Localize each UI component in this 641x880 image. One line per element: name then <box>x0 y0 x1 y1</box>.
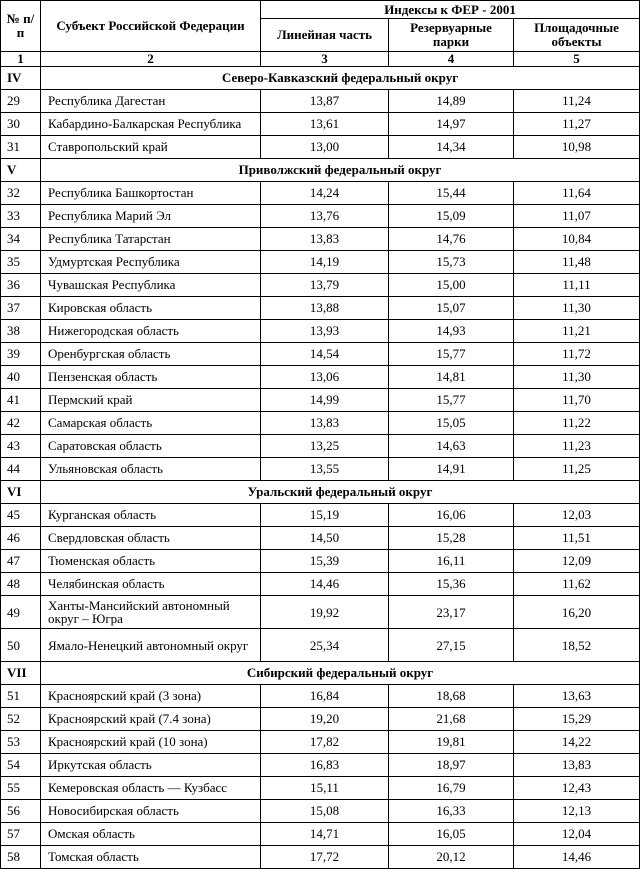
row-number: 53 <box>1 731 41 754</box>
table-row <box>1 389 640 412</box>
row-tanks-index: 15,73 <box>389 251 514 274</box>
row-number: 48 <box>1 573 41 596</box>
row-number: 29 <box>1 90 41 113</box>
row-sites-index: 11,25 <box>514 458 640 481</box>
table-row <box>1 846 640 869</box>
row-tanks-index: 14,97 <box>389 113 514 136</box>
table-row <box>1 823 640 846</box>
header-tanks: Резервуарные парки <box>389 19 514 52</box>
row-linear-index: 17,82 <box>261 731 389 754</box>
row-number: 57 <box>1 823 41 846</box>
row-subject: Ханты-Мансийский автономный округ – Югра <box>41 596 261 629</box>
row-subject: Республика Башкортостан <box>41 182 261 205</box>
row-linear-index: 13,88 <box>261 297 389 320</box>
table-row <box>1 596 640 629</box>
row-subject: Пензенская область <box>41 366 261 389</box>
row-number: 50 <box>1 629 41 662</box>
table-row <box>1 136 640 159</box>
row-sites-index: 11,07 <box>514 205 640 228</box>
row-tanks-index: 18,68 <box>389 685 514 708</box>
row-number: 34 <box>1 228 41 251</box>
row-tanks-index: 21,68 <box>389 708 514 731</box>
row-number: 56 <box>1 800 41 823</box>
row-number: 40 <box>1 366 41 389</box>
row-linear-index: 19,20 <box>261 708 389 731</box>
row-subject: Ямало-Ненецкий автономный округ <box>41 629 261 662</box>
row-subject: Челябинская область <box>41 573 261 596</box>
row-tanks-index: 15,05 <box>389 412 514 435</box>
row-subject: Новосибирская область <box>41 800 261 823</box>
row-linear-index: 13,87 <box>261 90 389 113</box>
table-row <box>1 205 640 228</box>
row-sites-index: 11,62 <box>514 573 640 596</box>
row-tanks-index: 16,79 <box>389 777 514 800</box>
row-subject: Омская область <box>41 823 261 846</box>
row-sites-index: 12,04 <box>514 823 640 846</box>
row-sites-index: 12,03 <box>514 504 640 527</box>
table-row <box>1 435 640 458</box>
row-sites-index: 16,20 <box>514 596 640 629</box>
table-row <box>1 251 640 274</box>
row-sites-index: 11,27 <box>514 113 640 136</box>
row-linear-index: 17,72 <box>261 846 389 869</box>
table-row <box>1 274 640 297</box>
row-subject: Чувашская Республика <box>41 274 261 297</box>
row-sites-index: 11,64 <box>514 182 640 205</box>
row-tanks-index: 27,15 <box>389 629 514 662</box>
header-linear: Линейная часть <box>261 19 389 52</box>
section-row <box>1 481 640 504</box>
row-subject: Пермский край <box>41 389 261 412</box>
section-row <box>1 159 640 182</box>
table-row <box>1 504 640 527</box>
row-subject: Республика Татарстан <box>41 228 261 251</box>
table-row <box>1 550 640 573</box>
header-col-number-2: 2 <box>41 52 261 67</box>
row-number: 51 <box>1 685 41 708</box>
row-tanks-index: 14,76 <box>389 228 514 251</box>
row-subject: Нижегородская область <box>41 320 261 343</box>
row-number: 39 <box>1 343 41 366</box>
row-number: 36 <box>1 274 41 297</box>
table-row <box>1 297 640 320</box>
table-row <box>1 800 640 823</box>
row-tanks-index: 14,93 <box>389 320 514 343</box>
section-name: Приволжский федеральный округ <box>41 159 640 182</box>
header-num: № п/п <box>1 1 41 52</box>
row-sites-index: 11,30 <box>514 366 640 389</box>
row-linear-index: 13,25 <box>261 435 389 458</box>
row-subject: Оренбургская область <box>41 343 261 366</box>
table-row <box>1 90 640 113</box>
row-linear-index: 14,50 <box>261 527 389 550</box>
row-tanks-index: 14,81 <box>389 366 514 389</box>
row-tanks-index: 18,97 <box>389 754 514 777</box>
row-tanks-index: 15,09 <box>389 205 514 228</box>
row-subject: Курганская область <box>41 504 261 527</box>
row-linear-index: 16,83 <box>261 754 389 777</box>
row-tanks-index: 15,77 <box>389 389 514 412</box>
row-subject: Самарская область <box>41 412 261 435</box>
row-tanks-index: 14,89 <box>389 90 514 113</box>
table-row <box>1 343 640 366</box>
row-tanks-index: 16,33 <box>389 800 514 823</box>
row-subject: Ульяновская область <box>41 458 261 481</box>
header-col-number-3: 3 <box>261 52 389 67</box>
row-linear-index: 25,34 <box>261 629 389 662</box>
row-sites-index: 11,70 <box>514 389 640 412</box>
row-linear-index: 13,93 <box>261 320 389 343</box>
row-linear-index: 13,76 <box>261 205 389 228</box>
row-tanks-index: 14,91 <box>389 458 514 481</box>
section-code: V <box>1 159 41 182</box>
row-subject: Саратовская область <box>41 435 261 458</box>
row-sites-index: 11,22 <box>514 412 640 435</box>
table-row <box>1 629 640 662</box>
row-linear-index: 14,99 <box>261 389 389 412</box>
header-col-number-1: 1 <box>1 52 41 67</box>
row-subject: Ставропольский край <box>41 136 261 159</box>
row-subject: Иркутская область <box>41 754 261 777</box>
row-sites-index: 11,21 <box>514 320 640 343</box>
table-row <box>1 754 640 777</box>
row-tanks-index: 20,12 <box>389 846 514 869</box>
section-row <box>1 662 640 685</box>
section-name: Сибирский федеральный округ <box>41 662 640 685</box>
row-linear-index: 13,55 <box>261 458 389 481</box>
row-number: 32 <box>1 182 41 205</box>
table-row <box>1 777 640 800</box>
row-tanks-index: 14,63 <box>389 435 514 458</box>
row-tanks-index: 19,81 <box>389 731 514 754</box>
row-sites-index: 14,22 <box>514 731 640 754</box>
row-linear-index: 13,83 <box>261 412 389 435</box>
table-row <box>1 708 640 731</box>
row-number: 35 <box>1 251 41 274</box>
row-linear-index: 13,00 <box>261 136 389 159</box>
row-tanks-index: 16,06 <box>389 504 514 527</box>
row-linear-index: 19,92 <box>261 596 389 629</box>
row-number: 41 <box>1 389 41 412</box>
row-number: 44 <box>1 458 41 481</box>
row-subject: Республика Марий Эл <box>41 205 261 228</box>
table-row <box>1 228 640 251</box>
row-tanks-index: 15,44 <box>389 182 514 205</box>
row-sites-index: 11,30 <box>514 297 640 320</box>
row-linear-index: 13,79 <box>261 274 389 297</box>
row-sites-index: 12,43 <box>514 777 640 800</box>
row-linear-index: 15,08 <box>261 800 389 823</box>
header-sites: Площадочные объекты <box>514 19 640 52</box>
row-sites-index: 18,52 <box>514 629 640 662</box>
row-number: 54 <box>1 754 41 777</box>
section-code: VI <box>1 481 41 504</box>
row-linear-index: 15,11 <box>261 777 389 800</box>
row-tanks-index: 15,36 <box>389 573 514 596</box>
table-row <box>1 685 640 708</box>
row-sites-index: 11,23 <box>514 435 640 458</box>
row-number: 30 <box>1 113 41 136</box>
row-subject: Кировская область <box>41 297 261 320</box>
row-tanks-index: 16,05 <box>389 823 514 846</box>
row-linear-index: 14,19 <box>261 251 389 274</box>
row-linear-index: 14,24 <box>261 182 389 205</box>
section-row <box>1 67 640 90</box>
row-tanks-index: 15,07 <box>389 297 514 320</box>
row-linear-index: 14,46 <box>261 573 389 596</box>
row-sites-index: 11,48 <box>514 251 640 274</box>
row-linear-index: 16,84 <box>261 685 389 708</box>
row-number: 55 <box>1 777 41 800</box>
row-sites-index: 10,84 <box>514 228 640 251</box>
row-subject: Республика Дагестан <box>41 90 261 113</box>
row-subject: Удмуртская Республика <box>41 251 261 274</box>
section-name: Уральский федеральный округ <box>41 481 640 504</box>
row-number: 33 <box>1 205 41 228</box>
row-subject: Красноярский край (10 зона) <box>41 731 261 754</box>
section-code: IV <box>1 67 41 90</box>
row-sites-index: 11,51 <box>514 527 640 550</box>
row-number: 47 <box>1 550 41 573</box>
row-subject: Красноярский край (7.4 зона) <box>41 708 261 731</box>
section-name: Северо-Кавказский федеральный округ <box>41 67 640 90</box>
table-row <box>1 182 640 205</box>
row-number: 37 <box>1 297 41 320</box>
row-sites-index: 14,46 <box>514 846 640 869</box>
row-linear-index: 14,71 <box>261 823 389 846</box>
section-code: VII <box>1 662 41 685</box>
row-number: 38 <box>1 320 41 343</box>
table-row <box>1 458 640 481</box>
header-col-number-4: 4 <box>389 52 514 67</box>
row-sites-index: 13,83 <box>514 754 640 777</box>
row-tanks-index: 15,00 <box>389 274 514 297</box>
row-subject: Свердловская область <box>41 527 261 550</box>
row-subject: Красноярский край (3 зона) <box>41 685 261 708</box>
row-tanks-index: 15,28 <box>389 527 514 550</box>
table-row <box>1 527 640 550</box>
row-linear-index: 13,06 <box>261 366 389 389</box>
row-number: 45 <box>1 504 41 527</box>
row-linear-index: 13,83 <box>261 228 389 251</box>
table-row <box>1 731 640 754</box>
row-subject: Тюменская область <box>41 550 261 573</box>
table-body <box>1 67 640 869</box>
row-sites-index: 12,13 <box>514 800 640 823</box>
row-subject: Кабардино-Балкарская Республика <box>41 113 261 136</box>
row-linear-index: 15,39 <box>261 550 389 573</box>
row-linear-index: 15,19 <box>261 504 389 527</box>
row-number: 49 <box>1 596 41 629</box>
row-sites-index: 11,24 <box>514 90 640 113</box>
row-number: 52 <box>1 708 41 731</box>
row-sites-index: 12,09 <box>514 550 640 573</box>
row-sites-index: 11,72 <box>514 343 640 366</box>
row-number: 46 <box>1 527 41 550</box>
row-sites-index: 15,29 <box>514 708 640 731</box>
row-number: 43 <box>1 435 41 458</box>
table-row <box>1 113 640 136</box>
row-tanks-index: 23,17 <box>389 596 514 629</box>
row-sites-index: 10,98 <box>514 136 640 159</box>
header-indices: Индексы к ФЕР - 2001 <box>261 1 640 19</box>
row-tanks-index: 14,34 <box>389 136 514 159</box>
row-linear-index: 13,61 <box>261 113 389 136</box>
row-tanks-index: 16,11 <box>389 550 514 573</box>
table-header <box>1 1 640 67</box>
header-col-number-5: 5 <box>514 52 640 67</box>
row-tanks-index: 15,77 <box>389 343 514 366</box>
row-number: 42 <box>1 412 41 435</box>
row-subject: Кемеровская область — Кузбасс <box>41 777 261 800</box>
row-sites-index: 13,63 <box>514 685 640 708</box>
table-row <box>1 573 640 596</box>
table-row <box>1 366 640 389</box>
header-subject: Субъект Российской Федерации <box>41 1 261 52</box>
row-sites-index: 11,11 <box>514 274 640 297</box>
row-number: 31 <box>1 136 41 159</box>
row-number: 58 <box>1 846 41 869</box>
row-subject: Томская область <box>41 846 261 869</box>
table-row <box>1 320 640 343</box>
table-row <box>1 412 640 435</box>
row-linear-index: 14,54 <box>261 343 389 366</box>
